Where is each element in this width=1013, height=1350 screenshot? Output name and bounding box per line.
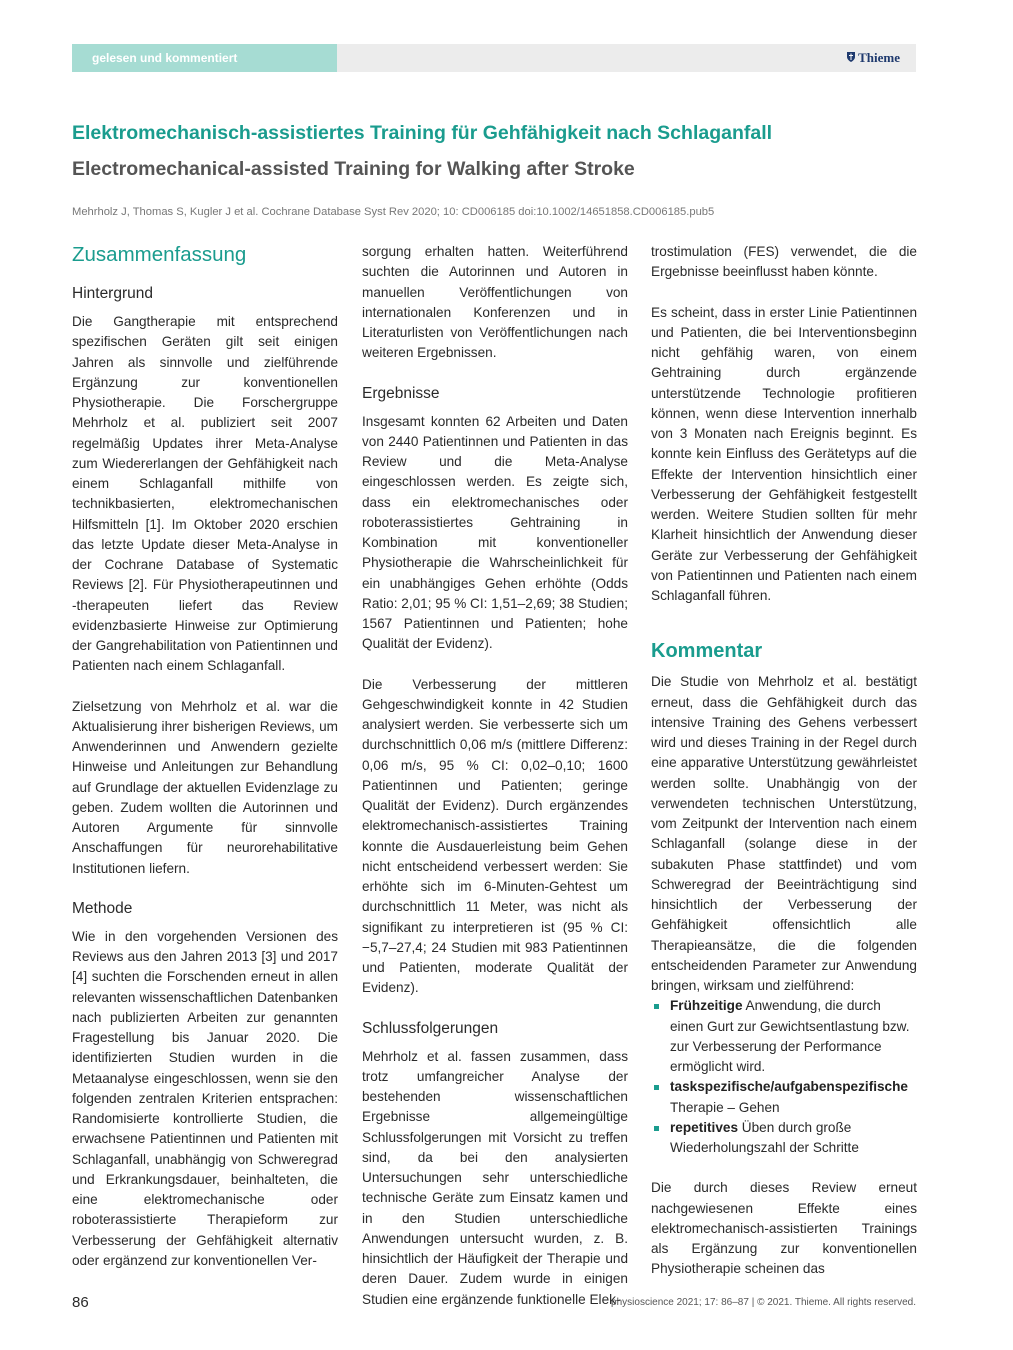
bullet-text: Therapie – Gehen [670,1099,780,1115]
commentary-heading: Kommentar [651,640,763,663]
list-item [651,1118,917,1159]
list-item [651,1077,917,1118]
column-2 [362,242,628,1310]
commentary-paragraph-2: Die durch dieses Review erneut nachgewiesenen Effekte eines elektromechanisch-assistierten Trainings als Ergänzung zur konventionellen Physiotherapie scheinen das [651,1180,917,1277]
background-heading: Hintergrund [72,285,153,302]
conclusions-paragraph-part-1: Mehrholz et al. fassen zusammen, dass trotz umfangreicher Analyse der bestehenden wissenschaftlichen Ergebnisse allgemeingültige Schlussfolgerungen mit Vorsicht zu treffen sind, da bei den analysierten Untersuchungen sehr unterschiedliche technische Geräte zum Einsatz kamen und in den Studien unterschiedliche Anwendungen untersucht wurden, z. B. hinsichtlich der Häufigkeit der Therapie und deren Dauer. Zudem wurde in einigen Studien eine ergänzende funktionelle Elek- [362,1048,628,1307]
bullet-bold-term: taskspezifische/aufgabenspezifische [670,1079,908,1095]
bullet-bold-term: repetitives [670,1119,739,1135]
brand-logo [846,44,900,72]
article-citation: Mehrholz J, Thomas S, Kugler J et al. Cochrane Database Syst Rev 2020; 10: CD006185 doi:10.1002/14651858.CD006185.pub5 [72,206,715,218]
article-title-english: Electromechanical-assisted Training for Walking after Stroke [72,158,635,180]
background-paragraph-1: Die Gangtherapie mit entsprechend spezifischen Geräten gilt seit einigen Jahren als sinnvolle und zielführende Ergänzung zur konventionellen Physiotherapie. Die Forschergruppe Mehrholz et al. publiziert seit 2007 regelmäßig Updates ihrer Meta-Analyse zum Wiedererlangen der Gehfähigkeit nach einem Schlaganfall mithilfe von technikbasierten, elektromechanischen Hilfsmitteln [1]. Im Oktober 2020 erschien das letzte Update dieser Meta-Analyse in der Cochrane Database of Systematic Reviews [2]. Für Physiotherapeutinnen und -therapeuten liefert das Review evidenzbasierte Hinweise zur Optimierung der Gangrehabilitation von Patientinnen und Patienten nach einem Schlaganfall. [72,314,338,674]
method-heading: Methode [72,899,133,917]
background-paragraph-2: Zielsetzung von Mehrholz et al. war die Aktualisierung ihrer bisherigen Reviews, um Anwenderinnen und Anwendern gezielte Hinweise und Anleitungen zur Behandlung auf Grundlage der aktuellen Evidenzlage zu geben. Zudem wollten die Autorinnen und Autoren Argumente für sinnvolle Anschaffungen für neurorehabilitative Institutionen liefern. [72,698,338,876]
section-label: gelesen und kommentiert [72,44,337,72]
results-paragraph-2: Die Verbesserung der mittleren Gehgeschwindigkeit konnte in 42 Studien analysiert werden. Sie verbesserte sich um durchschnittlich 0,06 m/s (mittlere Differenz: 0,06 m/s, 95 % CI: 0,02–0,10; 1600 Patientinnen und Patienten; geringe Qualität der Evidenz). Durch ergänzendes elektromechanisch-assistiertes Training konnte die Ausdauerleistung beim Gehen nicht entscheidend verbessert werden: Sie erhöhte sich im 6-Minuten-Gehtest um durchschnittlich 11 Meter, was nicht als signifikant zu interpretieren ist (95 % CI: −5,7–27,4; 24 Studien mit 983 Patientinnen und Patienten, moderate Qualität der Evidenz). [362,676,628,996]
bullet-text: Üben durch große Wiederholungszahl der Schritte [670,1119,859,1155]
article-title-german: Elektromechanisch-assistiertes Training für Gehfähigkeit nach Schlaganfall [72,122,773,144]
journal-footer: physioscience 2021; 17: 86–87 | © 2021. Thieme. All rights reserved. [611,1297,916,1308]
column-3 [651,242,917,1280]
results-heading: Ergebnisse [362,384,440,402]
conclusions-paragraph-2: Es scheint, dass in erster Linie Patientinnen und Patienten, die bei Interventionsbeginn nicht gehfähig waren, von einem Gehtraining durch ergänzende unterstützende Technologie profitieren können, wenn diese Intervention innerhalb von 3 Monaten nach Ereignis beginnt. Es konnte kein Einfluss des Gerätetyps auf die Effekte der Intervention hinsichtlich einer Verbesserung der Gehfähigkeit festgestellt werden. Weitere Studien sollten für mehr Klarheit hinsichtlich der Anwendung dieser Geräte zur Verbesserung der Gehfähigkeit von Patientinnen und Patienten nach einem Schlaganfall führen. [651,304,917,603]
conclusions-heading: Schlussfolgerungen [362,1019,499,1037]
method-paragraph-part-2: sorgung erhalten hatten. Weiterführend suchten die Autorinnen und Autoren in manuellen Veröffentlichungen von internationalen Konferenzen und in Literaturlisten von Veröffentlichungen nach weiteren Ergebnissen. [362,244,628,361]
results-paragraph-1: Insgesamt konnten 62 Arbeiten und Daten von 2440 Patientinnen und Patienten in das Review und die Meta-Analyse eingeschlossen werden. Es zeigte sich, dass ein elektromechanisches oder roboterassistiertes Gehtraining in Kombination mit konventioneller Physiotherapie die Wahrscheinlichkeit für ein unabhängiges Gehen erhöhte (Odds Ratio: 2,01; 95 % CI: 1,51–2,69; 38 Studien; 1567 Patientinnen und Patienten; hohe Qualität der Evidenz). [362,413,629,652]
commentary-paragraph-1: Die Studie von Mehrholz et al. bestätigt erneut, dass die Gehfähigkeit durch das intensive Training des Gehens verbessert wird und dieses Training in der Regel durch eine apparative Unterstützung gewährleistet werden sollte. Unabhängig von der verwendeten technischen Unterstützung, vom Zeitpunkt der Intervention nach einem Schlaganfall (solange diese in der subakuten Phase stattfindet) und vom Schweregrad der Beeinträchtigung sind hinsichtlich der Verbesserung der Gehfähigkeit offensichtlich alle Therapieansätze, die die folgenden entscheidenden Parameter zur Anwendung bringen, wirksam und zielführend: [651,674,917,993]
list-item [651,996,917,1077]
page-number: 86 [72,1294,89,1311]
thieme-crest-icon [846,51,856,63]
conclusions-paragraph-part-2: trostimulation (FES) verwendet, die die Ergebnisse beeinflusst haben könnte. [651,244,917,280]
bullet-bold-term: Frühzeitige [670,998,743,1014]
column-1 [72,238,338,1271]
method-paragraph-part-1: Wie in den vorgehenden Versionen des Reviews aus den Jahren 2013 [3] und 2017 [4] suchten die Forschenden erneut in allen relevanten wissenschaftlichen Datenbanken nach publizierten Arbeiten zur genannten Fragestellung bis Januar 2020. Die identifizierten Studien wurden in die Metaanalyse eingeschlossen, wenn sie den folgenden zentralen Kriterien entsprachen: Randomisierte kontrollierte Studien, die erwachsene Patientinnen und Patienten mit Schlaganfall, unabhängig von Schweregrad und Erkrankungsdauer, beinhalteten, die eine elektromechanische oder roboterassistierte Therapieform zur Verbesserung der Gehfähigkeit alternativ oder ergänzend zur konventionellen Ver- [72,928,338,1268]
bullet-text: Anwendung, die durch einen Gurt zur Gewichtsentlastung bzw. zur Verbesserung der Performance ermöglicht wird. [670,998,910,1074]
header-bar [72,44,916,72]
commentary-bullet-list [651,996,917,1158]
summary-heading: Zusammenfassung [72,243,247,266]
brand-name: Thieme [858,50,900,65]
